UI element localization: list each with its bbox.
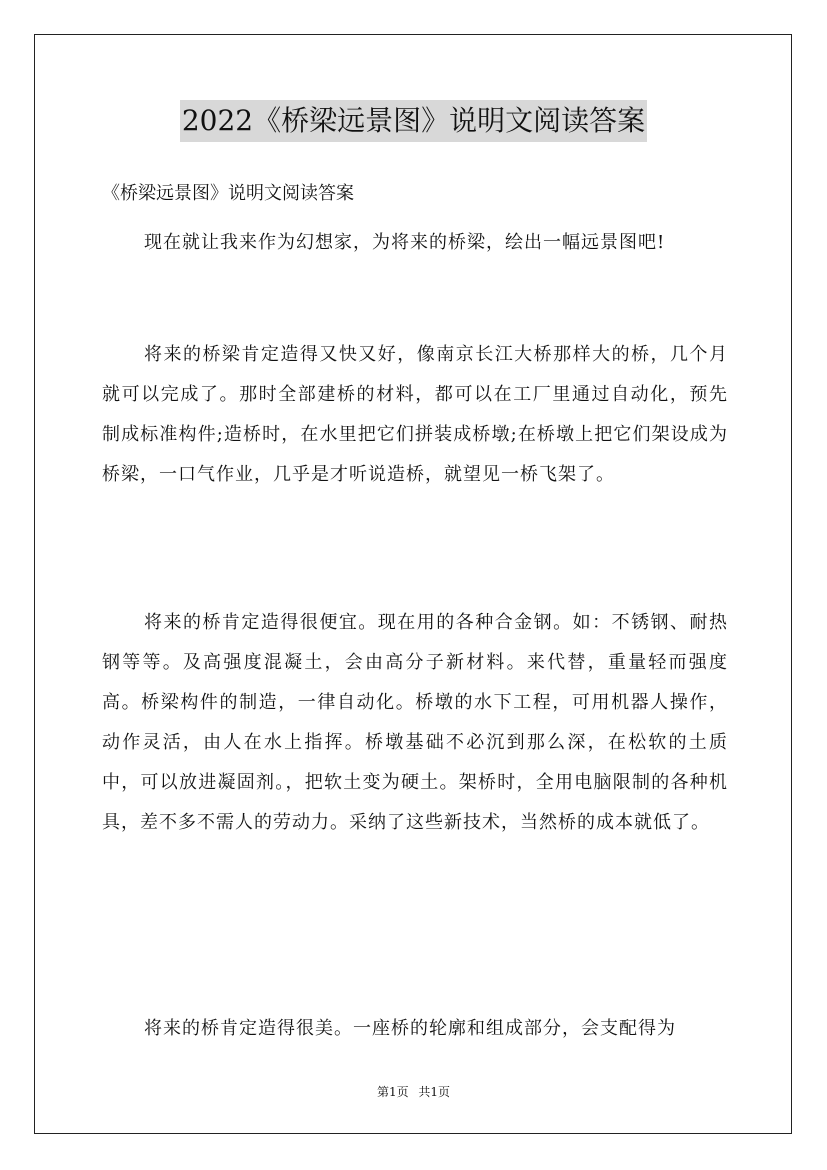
document-title: 2022《桥梁远景图》说明文阅读答案: [180, 100, 647, 142]
title-container: [0, 100, 827, 142]
paragraph-low-cost: 将来的桥肯定造得很便宜。现在用的各种合金钢。如：不锈钢、耐热钢等等。及高强度混凝土，会由高分子新材料。来代替，重量轻而强度高。桥梁构件的制造，一律自动化。桥墩的水下工程，可用机器人操作，动作灵活，由人在水上指挥。桥墩基础不必沉到那么深，在松软的土质中，可以放进凝固剂。，把软土变为硬土。架桥时，全用电脑限制的各种机具，差不多不需人的劳动力。采纳了这些新技术，当然桥的成本就低了。: [102, 612, 728, 833]
paragraph-intro: 现在就让我来作为幻想家，为将来的桥梁，绘出一幅远景图吧!: [144, 232, 666, 253]
paragraph-beauty: 将来的桥肯定造得很美。一座桥的轮廓和组成部分，会支配得为: [144, 1018, 676, 1039]
document-subtitle: 《桥梁远景图》说明文阅读答案: [102, 183, 354, 204]
page-total: 共1页: [418, 1085, 451, 1099]
paragraph-fast-building: 将来的桥梁肯定造得又快又好，像南京长江大桥那样大的桥，几个月就可以完成了。那时全部建桥的材料，都可以在工厂里通过自动化，预先制成标准构件;造桥时，在水里把它们拼装成桥墩;在桥墩上把它们架设成为桥梁，一口气作业，几乎是才听说造桥，就望见一桥飞架了。: [102, 344, 728, 485]
page-footer: [0, 1083, 827, 1101]
page-number: 第1页: [376, 1085, 409, 1099]
